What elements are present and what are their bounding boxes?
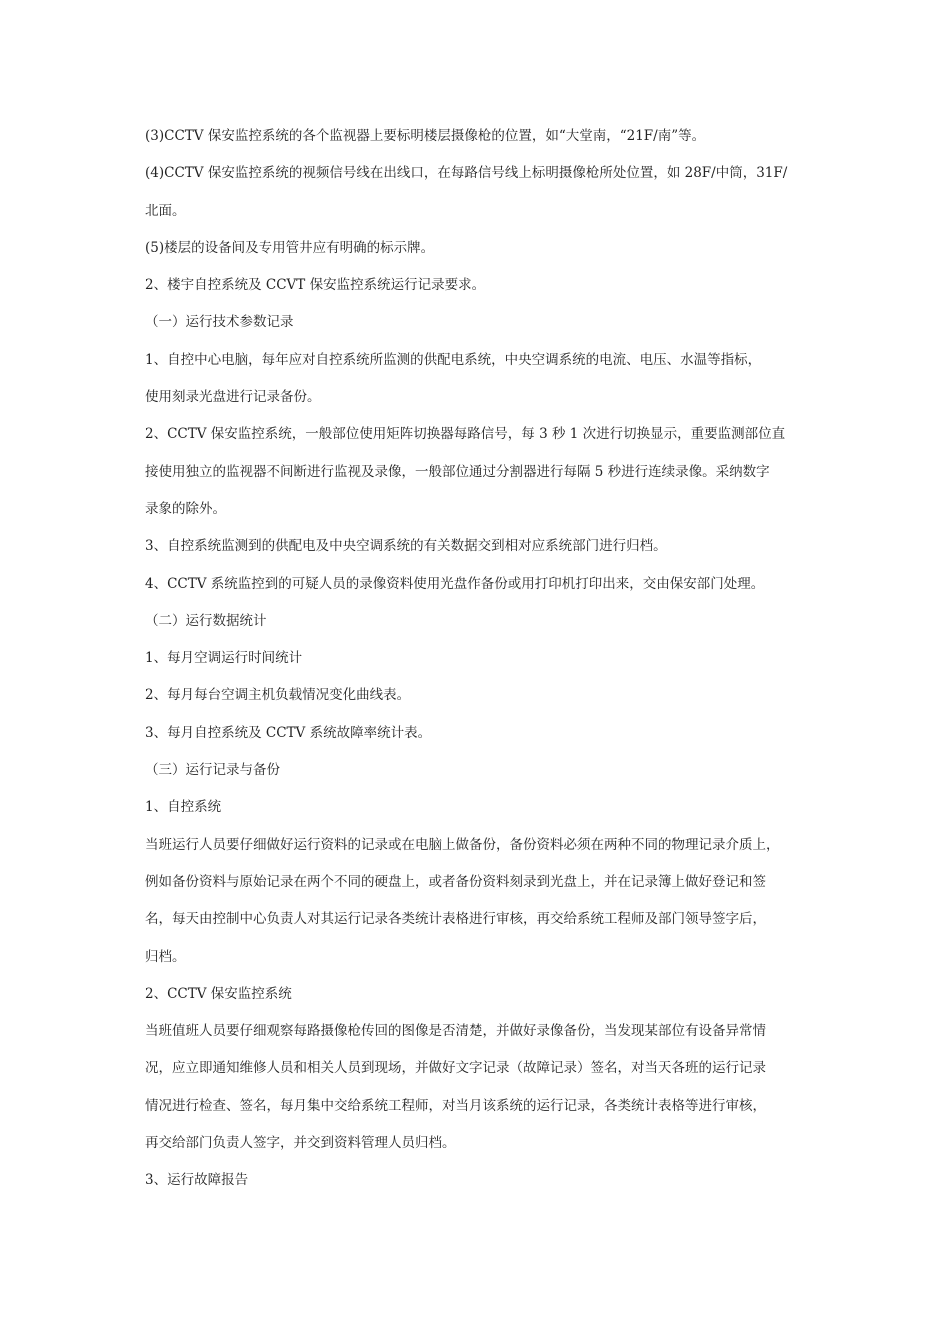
paragraph-line: 情况进行检查、签名，每月集中交给系统工程师，对当月该系统的运行记录，各类统计表格等进行审核， (145, 1097, 766, 1114)
item-heading: 1、自控系统 (145, 799, 222, 816)
paragraph-line: 3、自控系统监测到的供配电及中央空调系统的有关数据交到相对应系统部门进行归档。 (145, 538, 667, 555)
item-heading: 2、CCTV 保安监控系统 (145, 985, 292, 1002)
paragraph-line: 况，应立即通知维修人员和相关人员到现场，并做好文字记录（故障记录）签名，对当天各班的运行记录 (145, 1060, 766, 1077)
paragraph-line: 1、自控中心电脑，每年应对自控系统所监测的供配电系统，中央空调系统的电流、电压、水温等指标， (145, 351, 762, 368)
list-item: 2、每月每台空调主机负载情况变化曲线表。 (145, 687, 411, 704)
paragraph-line: 北面。 (145, 202, 186, 219)
paragraph-line: 2、CCTV 保安监控系统，一般部位使用矩阵切换器每路信号，每 3 秒 1 次进行切换显示，重要监测部位直 (145, 426, 786, 443)
paragraph-line: (3)CCTV 保安监控系统的各个监视器上要标明楼层摄像枪的位置，如“大堂南，“21F/南”等。 (145, 128, 706, 144)
paragraph-line: 当班运行人员要仔细做好运行资料的记录或在电脑上做备份，备份资料必须在两种不同的物理记录介质上， (145, 836, 780, 853)
paragraph-line: 4、CCTV 系统监控到的可疑人员的录像资料使用光盘作备份或用打印机打印出来，交由保安部门处理。 (145, 575, 765, 592)
paragraph-line: 录象的除外。 (145, 500, 226, 517)
paragraph-line: 名，每天由控制中心负责人对其运行记录各类统计表格进行审核，再交给系统工程师及部门领导签字后， (145, 911, 766, 928)
subsection-heading: （三）运行记录与备份 (145, 762, 280, 779)
paragraph-line: 再交给部门负责人签字，并交到资料管理人员归档。 (145, 1135, 456, 1152)
item-heading: 3、运行故障报告 (145, 1172, 249, 1189)
paragraph-line: 接使用独立的监视器不间断进行监视及录像，一般部位通过分割器进行每隔 5 秒进行连续录像。采纳数字 (145, 463, 770, 480)
paragraph-line: 例如备份资料与原始记录在两个不同的硬盘上，或者备份资料刻录到光盘上，并在记录簿上做好登记和签 (145, 873, 766, 890)
paragraph-line: 归档。 (145, 948, 186, 965)
paragraph-line: (4)CCTV 保安监控系统的视频信号线在出线口，在每路信号线上标明摄像枪所处位置，如 28F/中筒，31F/ (145, 165, 788, 182)
paragraph-line: (5)楼层的设备间及专用管井应有明确的标示牌。 (145, 239, 435, 256)
paragraph-line: 使用刻录光盘进行记录备份。 (145, 389, 321, 406)
paragraph-line: 当班值班人员要仔细观察每路摄像枪传回的图像是否清楚，并做好录像备份，当发现某部位有设备异常情 (145, 1023, 766, 1040)
section-heading: 2、楼宇自控系统及 CCVT 保安监控系统运行记录要求。 (145, 277, 486, 294)
list-item: 3、每月自控系统及 CCTV 系统故障率统计表。 (145, 724, 432, 741)
list-item: 1、每月空调运行时间统计 (145, 650, 303, 667)
subsection-heading: （一）运行技术参数记录 (145, 314, 294, 331)
document-body (145, 124, 825, 1206)
subsection-heading: （二）运行数据统计 (145, 612, 267, 629)
